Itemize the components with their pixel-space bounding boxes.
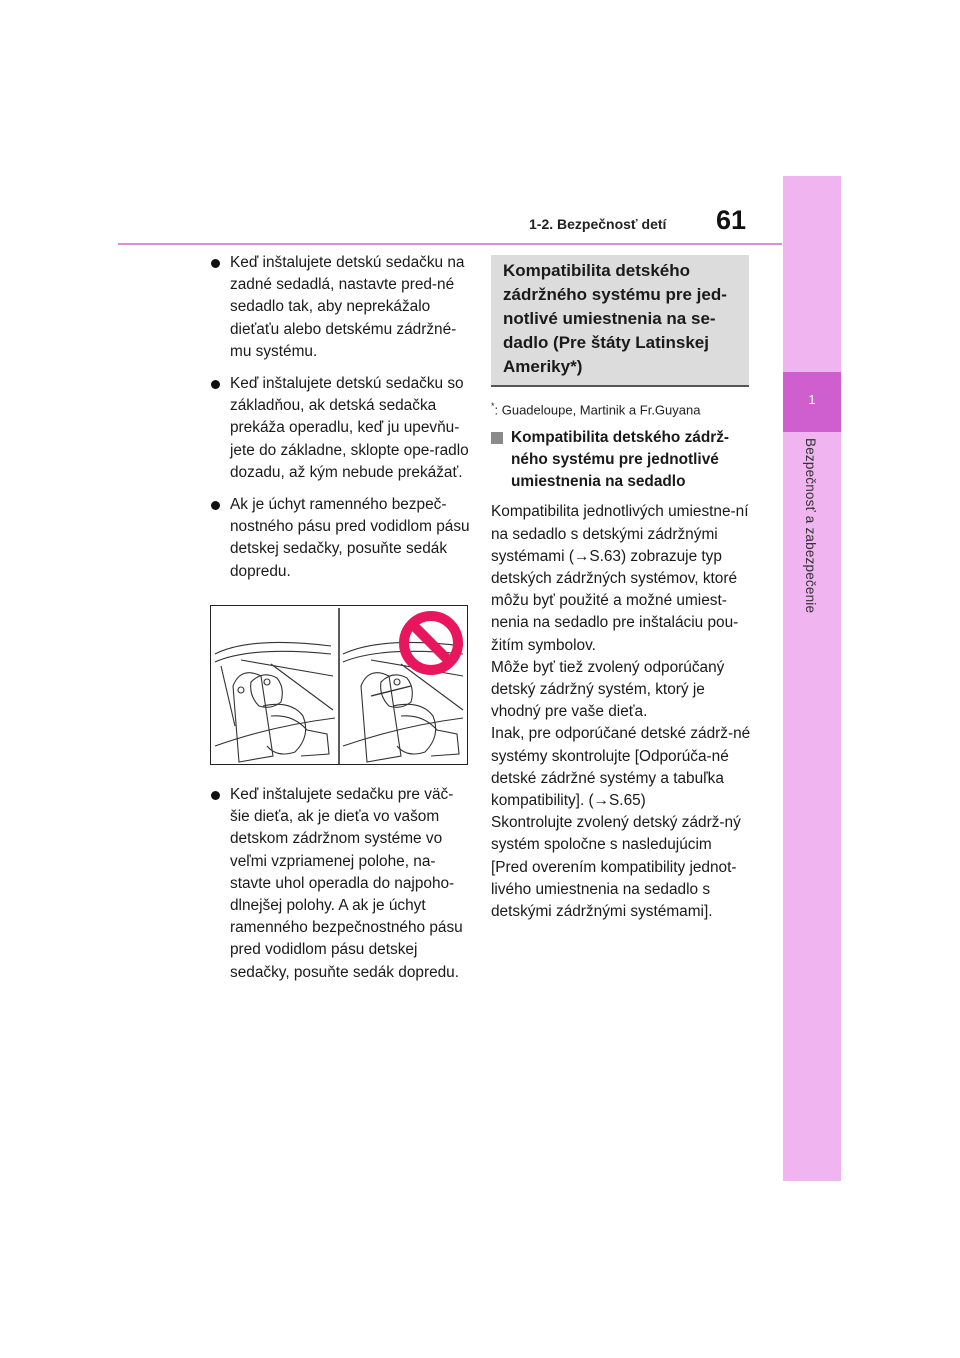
left-column — [211, 252, 471, 593]
footnote-mark: * — [491, 401, 495, 411]
bullet-item — [211, 373, 471, 484]
subheading — [491, 427, 751, 493]
square-bullet-icon — [491, 432, 503, 444]
right-column — [491, 255, 751, 923]
left-column-continued — [211, 784, 471, 994]
footnote — [491, 397, 751, 419]
body-text — [491, 501, 751, 923]
child-seat-illustration — [210, 605, 468, 765]
chapter-side-tab — [783, 176, 841, 1181]
bullet-item — [211, 494, 471, 583]
header-rule — [118, 243, 782, 245]
section-title: 1-2. Bezpečnosť detí — [529, 216, 667, 232]
bullet-item — [211, 252, 471, 363]
bullet-text: Ak je úchyt ramenného bezpeč-nostného pásu pred vodidlom pásu detskej sedačky, posuňte sedák dopredu. — [230, 496, 470, 580]
bullet-icon — [211, 259, 220, 268]
paragraph: Môže byť tiež zvolený odporúčaný detský zádržný systém, ktorý je vhodný pre vaše dieťa. — [491, 658, 725, 721]
bullet-icon — [211, 791, 220, 800]
prohibited-icon — [404, 616, 458, 670]
illustration-svg — [211, 606, 467, 764]
bullet-text: Keď inštalujete detskú sedačku so základňou, ak detská sedačka prekáža operadlu, keď ju upevňu-jete do základne, sklopte ope-radlo dozadu, až kým nebude prekážať. — [230, 375, 469, 481]
paragraph: Kompatibilita jednotlivých umiestne-ní na sedadlo s detskými zádržnými systémami (→S.63) zobrazuje typ detských zádržných systémov, ktoré môžu byť použité a možné umiest-nenia na sedadlo pre inštaláciu pou-žitím symbolov. — [491, 503, 749, 654]
section-heading-box: Kompatibilita detského zádržného systému pre jed-notlivé umiestnenia na se-dadlo (Pre štáty Latinskej Ameriky*) — [491, 255, 749, 387]
paragraph: Skontrolujte zvolený detský zádrž-ný systém spoločne s nasledujúcim [Pred overením kompatibility jednot-livého umiestnenia na sedadlo s detskými zádržnými systémami]. — [491, 814, 741, 920]
bullet-text: Keď inštalujete sedačku pre väč-šie dieťa, ak je dieťa vo vašom detskom zádržnom systéme vo veľmi vzpriamenej polohe, na-stavte uhol operadla do najpoho-dlnejšej polohy. A ak je úchyt ramenného bezpečnostného pásu pred vodidlom pásu detskej sedačky, posuňte sedák dopredu. — [230, 786, 463, 981]
page-number: 61 — [716, 205, 747, 235]
bullet-icon — [211, 380, 220, 389]
paragraph: Inak, pre odporúčané detské zádrž-né systémy skontrolujte [Odporúča-né detské zádržné systémy a tabuľka kompatibility]. (→S.65) — [491, 725, 751, 809]
bullet-icon — [211, 501, 220, 510]
subheading-text: Kompatibilita detského zádrž-ného systému pre jednotlivé umiestnenia na sedadlo — [511, 429, 730, 491]
bullet-text: Keď inštalujete detskú sedačku na zadné sedadlá, nastavte pred-né sedadlo tak, aby neprekážalo dieťaťu alebo detskému zádržné-mu systému. — [230, 254, 465, 360]
footnote-text: : Guadeloupe, Martinik a Fr.Guyana — [494, 402, 701, 418]
chapter-title: Bezpečnosť a zabezpečenie — [803, 438, 818, 614]
bullet-item — [211, 784, 471, 984]
chapter-number: 1 — [808, 392, 816, 407]
